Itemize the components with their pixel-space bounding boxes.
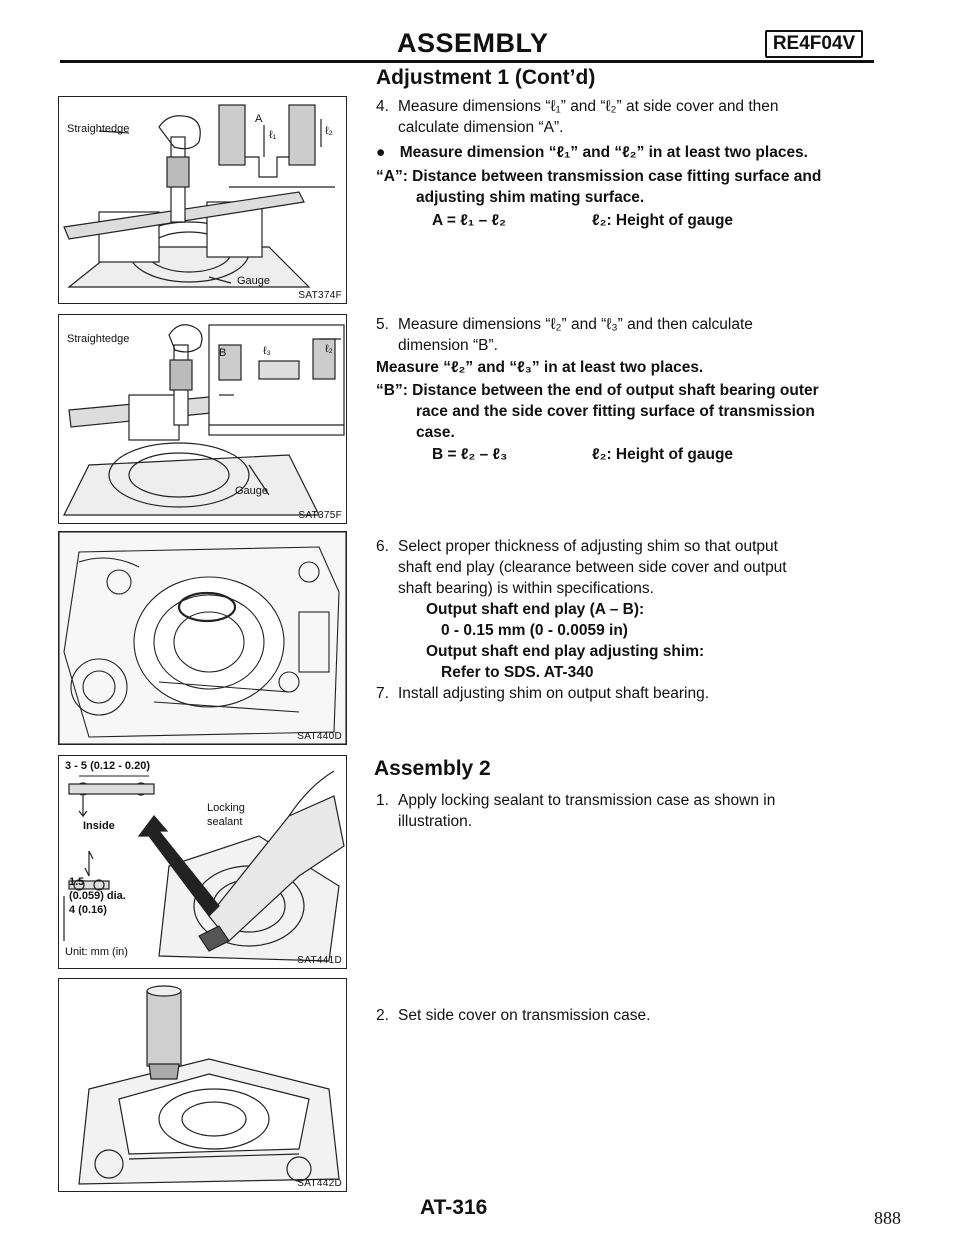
dimension-l2-label: ℓ₂ bbox=[325, 343, 333, 355]
step-text-line: calculate dimension “A”. bbox=[398, 119, 564, 136]
section-title-assembly-2: Assembly 2 bbox=[374, 757, 491, 780]
assembly-step-1 bbox=[376, 790, 876, 832]
figure-sat441d bbox=[58, 755, 347, 969]
sealant-label: sealant bbox=[207, 816, 243, 828]
dimension-label: (0.059) dia. bbox=[69, 890, 126, 902]
dimension-label: 1.5 bbox=[69, 876, 85, 888]
bullet-note bbox=[376, 142, 876, 163]
formula-a: A = ℓ₁ – ℓ₂ bbox=[432, 212, 506, 229]
step-text-line: shaft bearing) is within specifications. bbox=[398, 580, 654, 597]
measure-b-note: Measure “ℓ₂” and “ℓ₃” in at least two places. bbox=[376, 359, 704, 376]
step-text-line: Apply locking sealant to transmission case as shown in bbox=[398, 792, 776, 809]
figure-sat440d bbox=[58, 531, 347, 745]
step-number: 5. bbox=[376, 316, 389, 333]
figure-code: SAT375F bbox=[298, 510, 342, 521]
figure-sat374f bbox=[58, 96, 347, 304]
dimension-l1-label: ℓ₁ bbox=[269, 129, 277, 141]
straightedge-label: Straightedge bbox=[67, 123, 130, 135]
step-text-line: dimension “B”. bbox=[398, 337, 498, 354]
gauge-label: Gauge bbox=[235, 485, 269, 497]
formula-b-note: ℓ₂: Height of gauge bbox=[592, 446, 734, 463]
spec-value: 0 - 0.15 mm (0 - 0.0059 in) bbox=[441, 622, 628, 639]
step-text-line: illustration. bbox=[398, 813, 473, 830]
step-text-line: Measure dimensions “ℓ₂” and “ℓ₃” and then calculate bbox=[398, 316, 753, 333]
step-text-line: Set side cover on transmission case. bbox=[398, 1007, 651, 1024]
spec-label: Output shaft end play adjusting shim: bbox=[426, 643, 705, 660]
definition-line: “A”: Distance between transmission case fitting surface and bbox=[376, 168, 822, 185]
step-text-line: Install adjusting shim on output shaft bearing. bbox=[398, 685, 710, 702]
step-text-line: Measure dimensions “ℓ₁” and “ℓ₂” at side cover and then bbox=[398, 98, 779, 115]
page-title: ASSEMBLY bbox=[397, 28, 549, 58]
locking-label: Locking bbox=[207, 802, 245, 814]
definition-line: “B”: Distance between the end of output shaft bearing outer bbox=[376, 382, 819, 399]
dimension-l3-label: ℓ₃ bbox=[263, 345, 272, 357]
step-6 bbox=[376, 536, 876, 599]
dimension-label: 4 (0.16) bbox=[69, 904, 107, 916]
definition-a bbox=[376, 166, 876, 208]
step-number: 1. bbox=[376, 792, 389, 809]
bullet-icon: ● bbox=[376, 144, 386, 161]
step-text-line: shaft end play (clearance between side cover and output bbox=[398, 559, 787, 576]
inside-label: Inside bbox=[83, 820, 115, 832]
side-cover-illustration bbox=[59, 979, 346, 1191]
header-rule bbox=[60, 60, 874, 63]
figure-code: SAT374F bbox=[298, 290, 342, 301]
step-text-line: Select proper thickness of adjusting shim so that output bbox=[398, 538, 778, 555]
step-number: 6. bbox=[376, 538, 389, 555]
straightedge-label: Straightedge bbox=[67, 333, 130, 345]
step-number: 7. bbox=[376, 685, 389, 702]
locking-sealant-illustration bbox=[59, 756, 346, 968]
step-number: 2. bbox=[376, 1007, 389, 1024]
spec-label: Output shaft end play (A – B): bbox=[426, 601, 645, 618]
transmission-case-illustration bbox=[59, 532, 346, 744]
step-4 bbox=[376, 96, 876, 138]
step-7 bbox=[376, 683, 876, 704]
spec-value: Refer to SDS. AT-340 bbox=[441, 664, 594, 681]
bullet-text: Measure dimension “ℓ₁” and “ℓ₂” in at least two places. bbox=[399, 144, 808, 161]
model-badge: RE4F04V bbox=[765, 30, 863, 58]
definition-line: case. bbox=[416, 424, 455, 441]
definition-line: race and the side cover fitting surface of transmission bbox=[416, 403, 815, 420]
gauge-label: Gauge bbox=[237, 275, 271, 287]
section-title-adjustment: Adjustment 1 (Cont’d) bbox=[376, 66, 596, 89]
figure-code: SAT441D bbox=[297, 955, 342, 966]
figure-code: SAT442D bbox=[297, 1178, 342, 1189]
assembly-step-2 bbox=[376, 1005, 876, 1026]
step-5 bbox=[376, 314, 876, 356]
formula-b: B = ℓ₂ – ℓ₃ bbox=[432, 446, 508, 463]
figure-code: SAT440D bbox=[297, 731, 342, 742]
figure-sat442d bbox=[58, 978, 347, 1192]
dimension-a-label: A bbox=[255, 113, 263, 125]
dimension-label: 3 - 5 (0.12 - 0.20) bbox=[65, 760, 150, 772]
dimension-l2-label: ℓ₂ bbox=[325, 125, 333, 137]
page-number: 888 bbox=[874, 1208, 901, 1228]
step-number: 4. bbox=[376, 98, 389, 115]
definition-b bbox=[376, 380, 876, 443]
definition-line: adjusting shim mating surface. bbox=[416, 189, 645, 206]
dimension-b-label: B bbox=[219, 347, 227, 359]
figure-sat375f bbox=[58, 314, 347, 524]
straightedge-gauge-illustration bbox=[59, 315, 346, 523]
formula-a-note: ℓ₂: Height of gauge bbox=[592, 212, 734, 229]
page-code: AT-316 bbox=[420, 1196, 488, 1219]
unit-label: Unit: mm (in) bbox=[65, 946, 128, 958]
